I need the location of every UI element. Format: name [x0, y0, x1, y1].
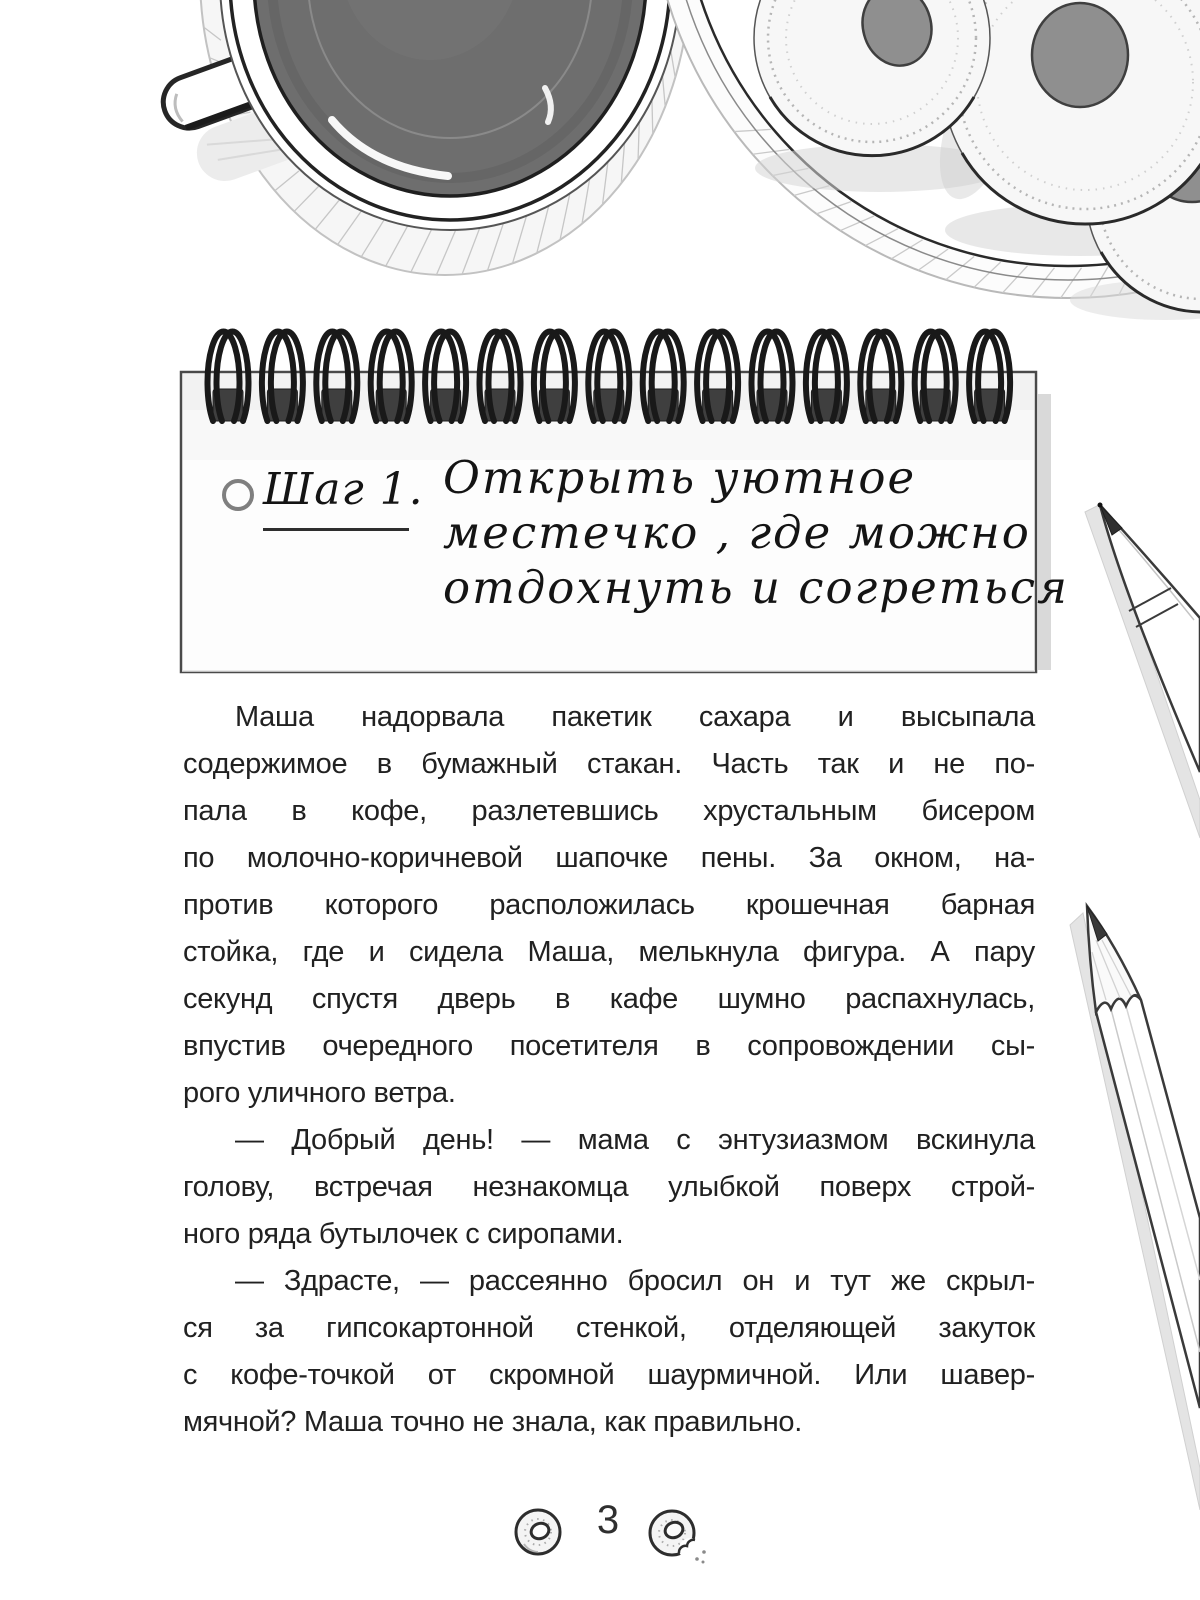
page-number: 3	[596, 1498, 620, 1542]
step-title-line: Открыть уютное	[443, 451, 917, 504]
story-line: секунд спустя дверь в кафе шумно распахнулась,	[183, 983, 1035, 1015]
story-line: ся за гипсокартонной стенкой, отделяющей закуток	[183, 1312, 1035, 1344]
pen-icon	[1085, 503, 1200, 839]
step-title-line: отдохнуть и согреться	[443, 561, 1069, 614]
story-line: — Здрасте, — рассеянно бросил он и тут же скрыл-	[235, 1265, 1035, 1297]
story-paragraph	[183, 1258, 1035, 1446]
pencil-icon	[1070, 906, 1200, 1510]
story-line: по молочно-коричневой шапочке пены. За окном, на-	[183, 842, 1035, 874]
step-label: Шаг 1.	[263, 464, 424, 515]
story-line: стойка, где и сидела Маша, мелькнула фигура. А пару	[183, 936, 1035, 968]
step-title	[443, 450, 1069, 615]
story-line: Маша надорвала пакетик сахара и высыпала	[235, 701, 1035, 733]
step-title-line: местечко , где можно	[443, 506, 1031, 559]
story-line: впустив очередного посетителя в сопровождении сы-	[183, 1030, 1035, 1062]
story-line: мячной? Маша точно не знала, как правильно.	[183, 1406, 802, 1438]
bitten-donut-icon	[650, 1511, 706, 1564]
step-label-underline	[263, 528, 409, 531]
story-text	[183, 694, 1035, 1446]
story-line: с кофе-точкой от скромной шаурмичной. Или шавер-	[183, 1359, 1035, 1391]
story-line: голову, встречая незнакомца улыбкой поверх строй-	[183, 1171, 1035, 1203]
story-line: содержимое в бумажный стакан. Часть так и не по-	[183, 748, 1035, 780]
story-paragraph	[183, 694, 1035, 1117]
story-line: — Добрый день! — мама с энтузиазмом вскинула	[235, 1124, 1035, 1156]
story-line: против которого расположилась крошечная барная	[183, 889, 1035, 921]
ring-bullet-icon	[222, 479, 254, 511]
donut-plate-icon	[650, 0, 1200, 320]
coffee-cup-icon	[156, 0, 690, 275]
story-line: пала в кофе, разлетевшись хрустальным бисером	[183, 795, 1035, 827]
story-line: рого уличного ветра.	[183, 1077, 456, 1109]
donut-icon	[516, 1510, 560, 1554]
story-line: ного ряда бутылочек с сиропами.	[183, 1218, 624, 1250]
story-paragraph	[183, 1117, 1035, 1258]
